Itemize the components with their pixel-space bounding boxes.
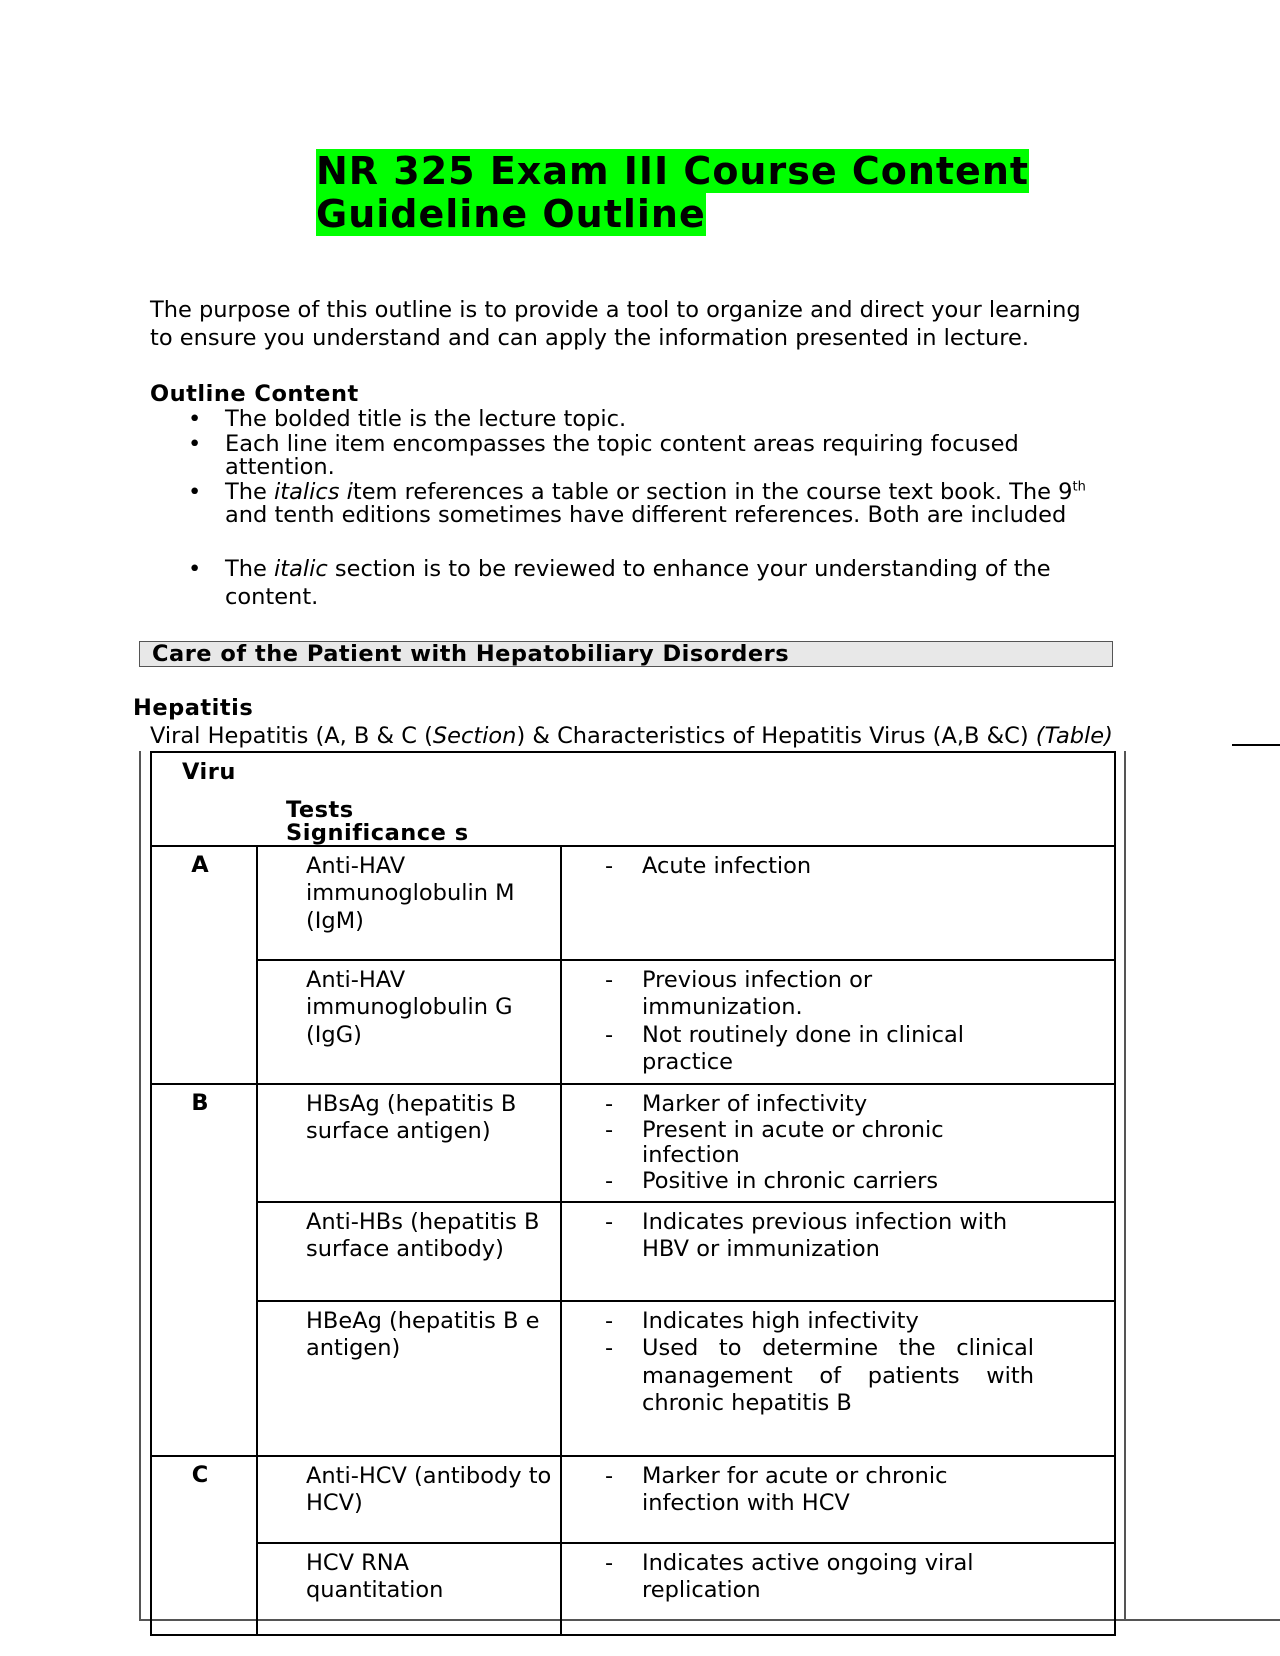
table-row: [151, 1202, 1115, 1301]
significance-cell: [561, 1456, 1115, 1543]
dash: -: [605, 1335, 614, 1361]
test-cell: Anti-HAV immunoglobulin M (IgM): [257, 846, 561, 960]
dash: -: [605, 1208, 614, 1235]
dash: -: [605, 1462, 614, 1489]
significance-text: Indicates previous infection with HBV or immunization: [642, 1208, 1008, 1262]
bullet-text: The: [225, 479, 274, 505]
significance-item: [605, 1021, 1034, 1077]
virus-cell: [151, 846, 257, 1084]
dash: -: [605, 1090, 614, 1117]
page-title: [316, 150, 1136, 236]
dash: -: [605, 1117, 614, 1143]
header-significance: Significance s: [286, 819, 469, 846]
table-row: [151, 1084, 1115, 1202]
virus-cell: [151, 1084, 257, 1456]
table-row: [151, 846, 1115, 960]
test-cell: Anti-HAV immunoglobulin G (IgG): [257, 960, 561, 1084]
reference-text: Viral Hepatitis (A, B & C (: [150, 723, 433, 749]
bullet-dot: •: [188, 431, 202, 457]
significance-item: [605, 1307, 1034, 1336]
bullet-text: The: [225, 556, 274, 582]
significance-text: Positive in chronic carriers: [642, 1168, 939, 1194]
significance-text: Present in acute or chronic infection: [642, 1117, 944, 1168]
bullet-item: [150, 433, 1110, 481]
bullet-text: tem references a table or section in the course text book. The 9: [352, 479, 1073, 505]
significance-text: Marker of infectivity: [642, 1090, 868, 1117]
header-virus: Viru: [182, 759, 236, 785]
reference-italic: (Table): [1035, 723, 1113, 749]
significance-cell: [561, 960, 1115, 1084]
outline-content-heading: Outline Content: [150, 381, 359, 407]
table-row: [151, 1301, 1115, 1456]
table-frame-right: [1124, 751, 1126, 1620]
table-header-row: [151, 752, 1115, 846]
significance-cell: [561, 846, 1115, 960]
reference-italic: Section: [432, 723, 517, 749]
bullet-item: [150, 555, 1110, 611]
section-heading-bar: Care of the Patient with Hepatobiliary Disorders: [139, 641, 1113, 667]
test-cell: HBsAg (hepatitis B surface antigen): [257, 1084, 561, 1202]
reference-text: ) & Characteristics of Hepatitis Virus (A,B &C): [516, 723, 1036, 749]
table-row: [151, 1456, 1115, 1543]
significance-item: [605, 1549, 1034, 1605]
virus-label: A: [191, 851, 209, 878]
dash: -: [605, 852, 614, 879]
bullet-item: [150, 481, 1110, 555]
test-cell: Anti-HCV (antibody to HCV): [257, 1456, 561, 1543]
outline-bullet-list: [150, 408, 1110, 611]
significance-item: [605, 1335, 1035, 1418]
table-frame-left: [139, 751, 141, 1620]
bullet-dot: •: [188, 406, 202, 432]
significance-text: Indicates active ongoing viral replication: [642, 1549, 974, 1603]
significance-text: Acute infection: [642, 852, 812, 879]
significance-item: [605, 1117, 1034, 1168]
bullet-text: The bolded title is the lecture topic.: [225, 406, 627, 432]
significance-item: [605, 966, 1034, 1022]
intro-paragraph: The purpose of this outline is to provide a tool to organize and direct your learning to ensure you understand and can apply the information presented in lecture.: [150, 297, 1081, 351]
bullet-italic-text: italics i: [274, 479, 353, 505]
significance-cell: [561, 1301, 1115, 1456]
reference-underline: [1232, 744, 1280, 746]
bullet-italic-text: italic: [274, 556, 328, 582]
significance-text: Marker for acute or chronic infection with HCV: [642, 1462, 948, 1516]
dash: -: [605, 1307, 614, 1334]
significance-cell: [561, 1084, 1115, 1202]
table-row: [151, 1543, 1115, 1635]
virus-label: B: [191, 1089, 209, 1116]
header-tests-significance: [152, 787, 1114, 845]
significance-cell: [561, 1202, 1115, 1301]
test-cell: HBeAg (hepatitis B e antigen): [257, 1301, 561, 1456]
bullet-text: and tenth editions sometimes have different references. Both are included: [225, 502, 1067, 528]
dash: -: [605, 966, 614, 993]
page-title-text: NR 325 Exam III Course Content Guideline Outline: [316, 149, 1030, 236]
significance-text: Indicates high infectivity: [642, 1307, 919, 1334]
virus-cell: [151, 1456, 257, 1635]
significance-item: [605, 1090, 1034, 1119]
test-cell: Anti-HBs (hepatitis B surface antibody): [257, 1202, 561, 1301]
table-header-cell: [151, 752, 1115, 846]
significance-item: [605, 852, 1034, 881]
table-row: [151, 960, 1115, 1084]
dash: -: [605, 1549, 614, 1576]
bullet-dot: •: [188, 556, 202, 582]
bullet-text: Each line item encompasses the topic content areas requiring focused attention.: [225, 431, 1019, 480]
test-cell: HCV RNA quantitation: [257, 1543, 561, 1635]
significance-text: Used to determine the clinical management of patients with chronic hepatitis B: [642, 1335, 1035, 1416]
hepatitis-virus-table: [150, 751, 1116, 1636]
topic-heading: Hepatitis: [133, 695, 254, 721]
bullet-dot: •: [188, 479, 202, 505]
textbook-reference: [150, 722, 1113, 750]
virus-label: C: [191, 1461, 209, 1488]
significance-text: Not routinely done in clinical practice: [642, 1021, 965, 1075]
bullet-text: section is to be reviewed to enhance your understanding of the content.: [225, 556, 1051, 610]
superscript: th: [1072, 479, 1086, 495]
bullet-item: [150, 408, 1110, 433]
significance-item: [605, 1168, 1034, 1196]
dash: -: [605, 1168, 614, 1194]
dash: -: [605, 1021, 614, 1048]
significance-text: Previous infection or immunization.: [642, 966, 873, 1020]
significance-item: [605, 1208, 1034, 1264]
significance-item: [605, 1462, 1034, 1518]
significance-cell: [561, 1543, 1115, 1635]
header-tests: Tests: [286, 796, 354, 823]
